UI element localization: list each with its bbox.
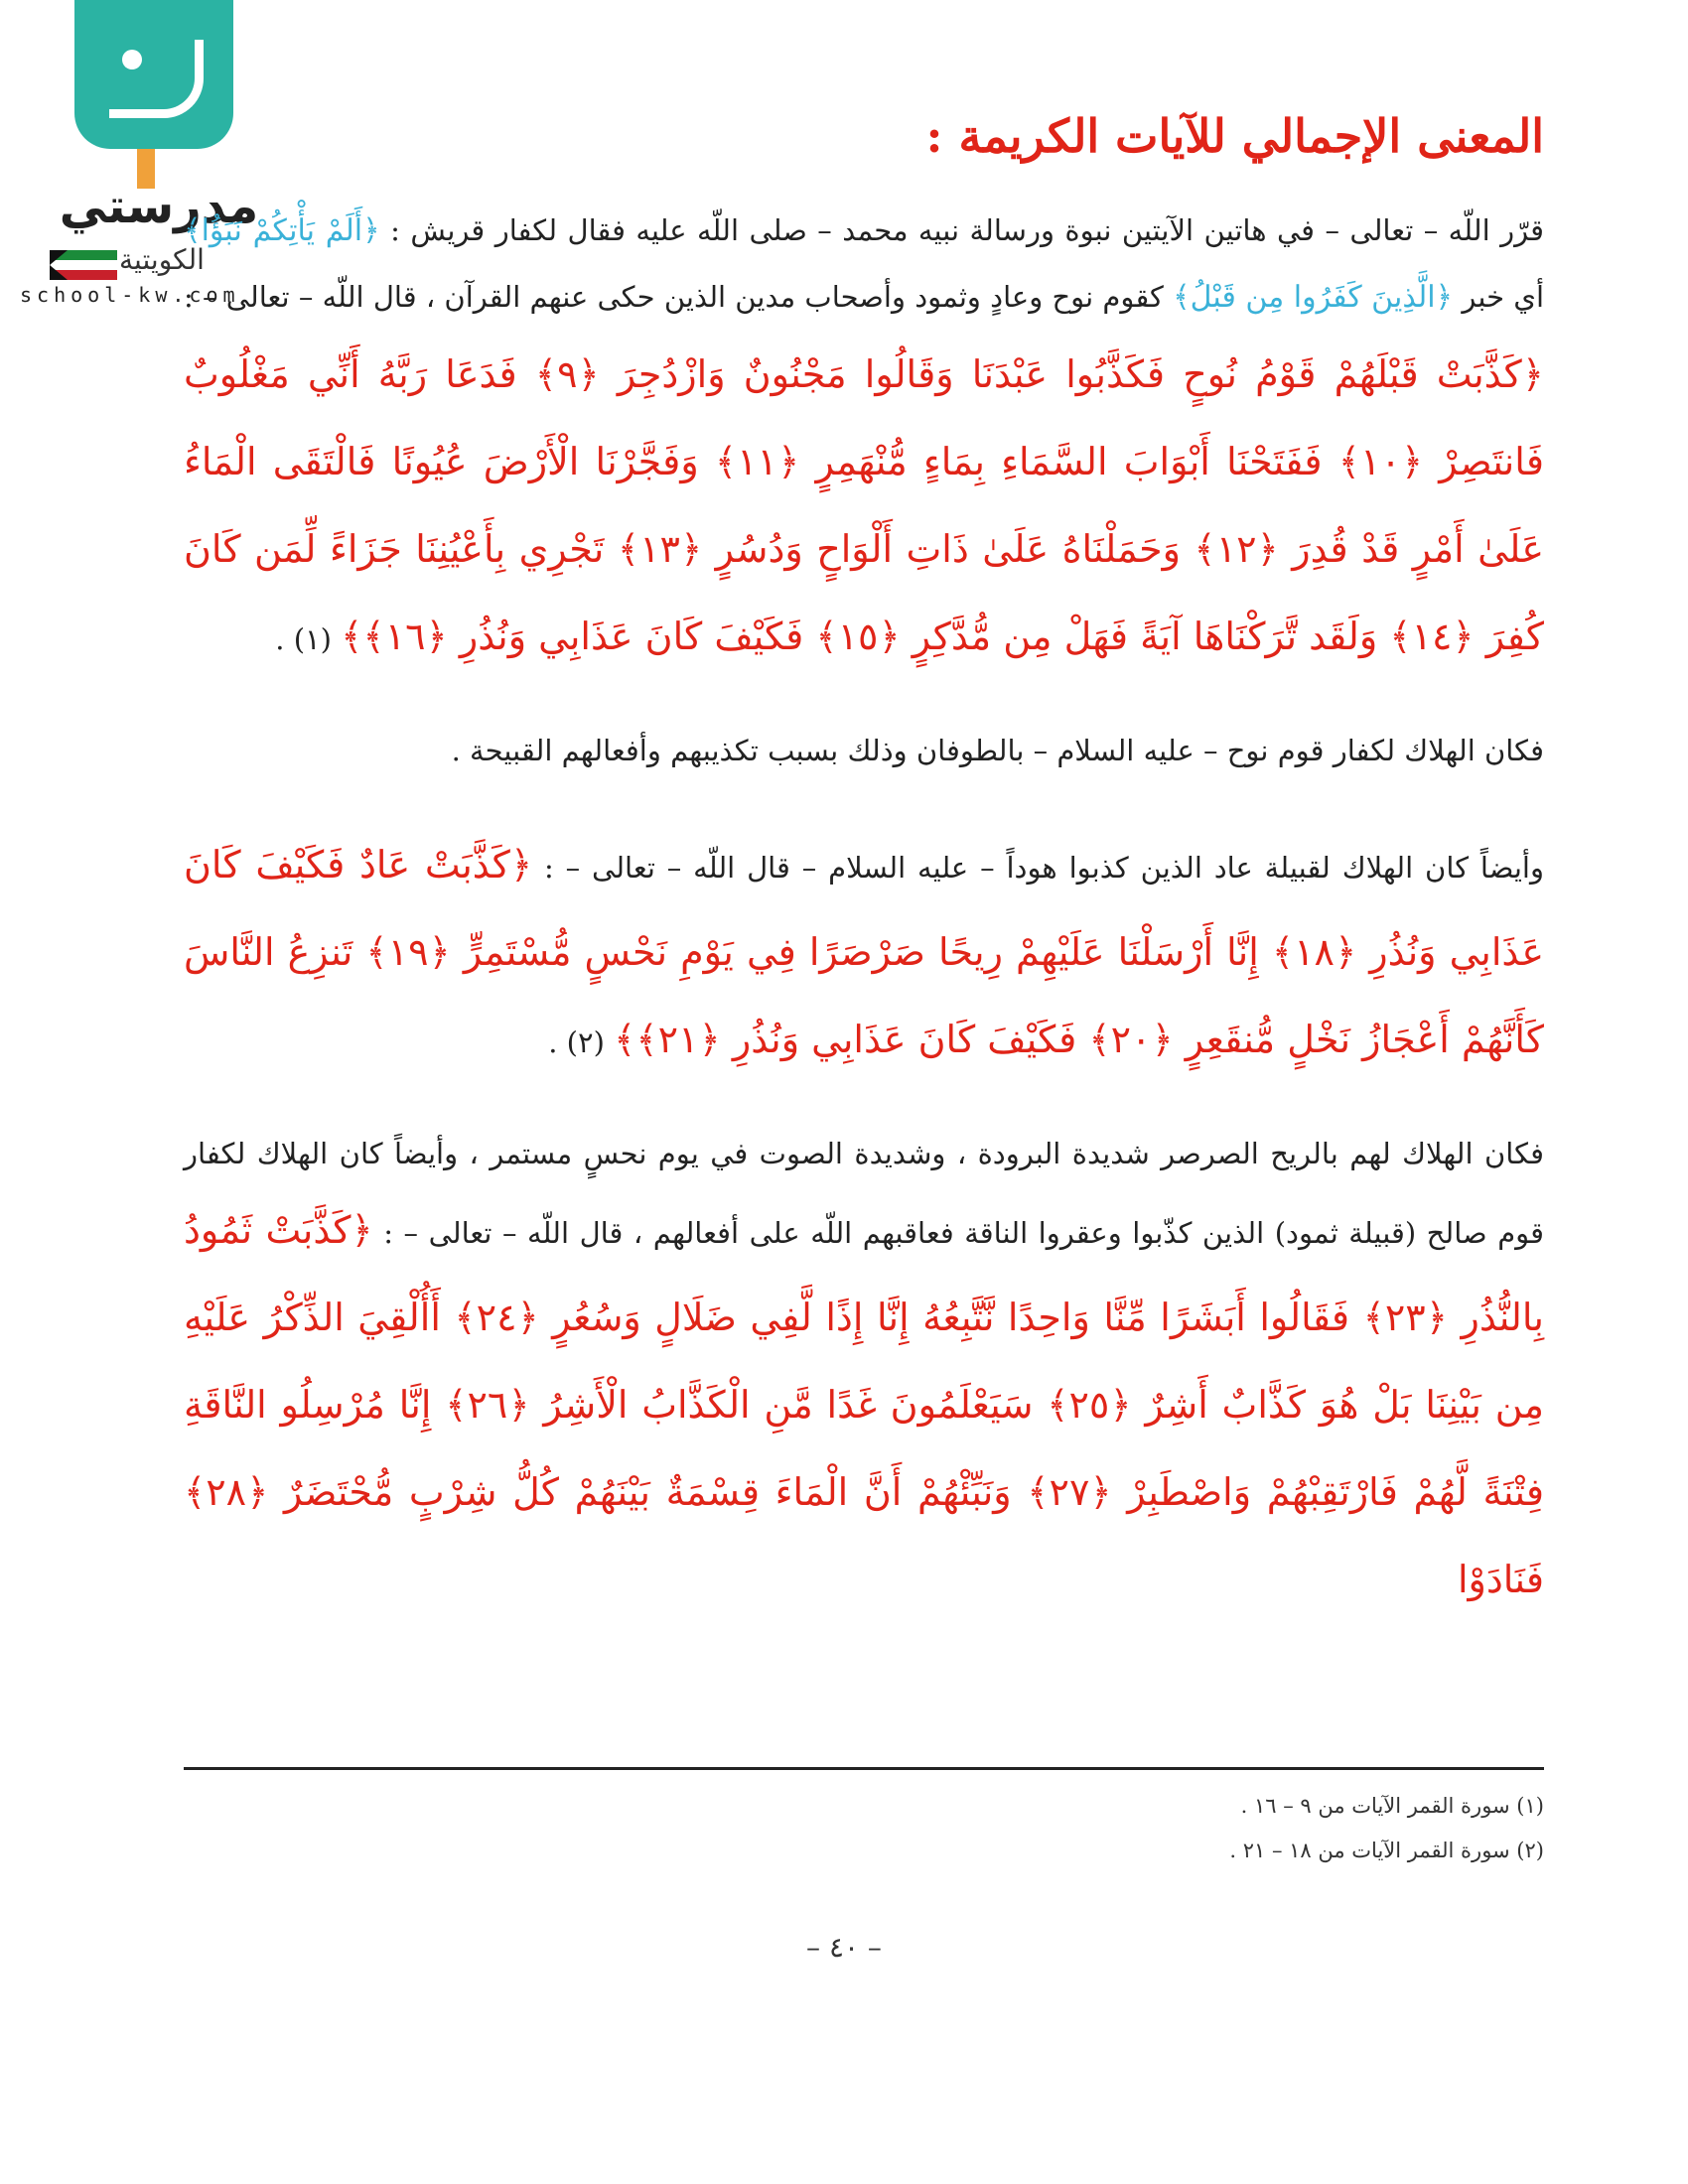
footnote-divider — [184, 1767, 1544, 1770]
logo-url: school-kw.com — [20, 283, 240, 307]
paragraph-1-tail: كقوم نوح وعادٍ وثمود وأصحاب مدين الذين حكى عنهم القرآن ، قال اللّه – تعالى – : — [184, 280, 1164, 314]
footnotes — [184, 1784, 1544, 1873]
paragraph-3-intro: وأيضاً كان الهلاك لقبيلة عاد الذين كذبوا هوداً – عليه السلام – قال اللّه – تعالى – : — [544, 851, 1544, 885]
page-number: – ٤٠ – — [806, 1931, 882, 1964]
footnote-1: (١) سورة القمر الآيات من ٩ – ١٦ . — [1240, 1794, 1544, 1818]
kuwait-flag-icon — [50, 250, 117, 280]
logo-smile-icon — [109, 40, 204, 118]
verse-block-3: ﴿كَذَّبَتْ ثَمُودُ بِالنُّذُرِ ﴿٢٣﴾ فَقَالُوا أَبَشَرًا مِّنَّا وَاحِدًا نَّتَّبِعُهُ إِنَّا إِذًا لَّفِي ضَلَالٍ وَسُعُرٍ ﴿٢٤﴾ أَأُلْقِيَ الذِّكْرُ عَلَيْهِ مِن بَيْنِنَا بَلْ هُوَ كَذَّابٌ أَشِرٌ ﴿٢٥﴾ سَيَعْلَمُونَ غَدًا مَّنِ الْكَذَّابُ الْأَشِرُ ﴿٢٦﴾ إِنَّا مُرْسِلُو النَّاقَةِ فِتْنَةً لَّهُمْ فَارْتَقِبْهُمْ وَاصْطَبِرْ ﴿٢٧﴾ وَنَبِّئْهُمْ أَنَّ الْمَاءَ قِسْمَةٌ بَيْنَهُمْ كُلُّ شِرْبٍ مُّحْتَضَرٌ ﴿٢٨﴾ فَنَادَوْا — [184, 1208, 1544, 1601]
paragraph-3 — [184, 821, 1544, 1083]
quote-1: ﴿أَلَمْ يَأْتِكُمْ نَبَؤُا﴾ — [184, 213, 380, 248]
page-content — [184, 109, 1544, 1623]
logo-subtitle: الكويتية — [119, 243, 205, 276]
quote-2: ﴿الَّذِينَ كَفَرُوا مِن قَبْلُ﴾ — [1173, 280, 1454, 315]
paragraph-2: فكان الهلاك لكفار قوم نوح – عليه السلام – بالطوفان وذلك بسبب تكذيبهم وأفعالهم القبيحة . — [451, 734, 1544, 767]
verse-block-2: ﴿كَذَّبَتْ عَادٌ فَكَيْفَ كَانَ عَذَابِي وَنُذُرِ ﴿١٨﴾ إِنَّا أَرْسَلْنَا عَلَيْهِمْ رِيحًا صَرْصَرًا فِي يَوْمِ نَحْسٍ مُّسْتَمِرٍّ ﴿١٩﴾ تَنزِعُ النَّاسَ كَأَنَّهُمْ أَعْجَازُ نَخْلٍ مُّنقَعِرٍ ﴿٢٠﴾ فَكَيْفَ كَانَ عَذَابِي وَنُذُرِ ﴿٢١﴾﴾ — [184, 843, 1544, 1061]
logo-name: مدرستي — [59, 179, 259, 234]
footnote-ref-1: (١) . — [275, 622, 332, 656]
verse-block-1: ﴿كَذَّبَتْ قَبْلَهُمْ قَوْمُ نُوحٍ فَكَذَّبُوا عَبْدَنَا وَقَالُوا مَجْنُونٌ وَازْدُجِرَ ﴿٩﴾ فَدَعَا رَبَّهُ أَنِّي مَغْلُوبٌ فَانتَصِرْ ﴿١٠﴾ فَفَتَحْنَا أَبْوَابَ السَّمَاءِ بِمَاءٍ مُّنْهَمِرٍ ﴿١١﴾ وَفَجَّرْنَا الْأَرْضَ عُيُونًا فَالْتَقَى الْمَاءُ عَلَىٰ أَمْرٍ قَدْ قُدِرَ ﴿١٢﴾ وَحَمَلْنَاهُ عَلَىٰ ذَاتِ أَلْوَاحٍ وَدُسُرٍ ﴿١٣﴾ تَجْرِي بِأَعْيُنِنَا جَزَاءً لِّمَن كَانَ كُفِرَ ﴿١٤﴾ وَلَقَد تَّرَكْنَاهَا آيَةً فَهَلْ مِن مُّدَّكِرٍ ﴿١٥﴾ فَكَيْفَ كَانَ عَذَابِي وَنُذُرِ ﴿١٦﴾﴾ — [184, 352, 1545, 658]
paragraph-4-intro: فكان الهلاك لهم بالريح الصرصر شديدة البرودة ، وشديدة الصوت في يوم نحسٍ مستمر ، وأيضاً كان الهلاك لكفار قوم صالح (قبيلة ثمود) الذين كذّبوا وعقروا الناقة فعاقبهم اللّه على أفعالهم ، قال اللّه – تعالى – : — [184, 1137, 1545, 1250]
paragraph-4 — [184, 1121, 1544, 1623]
footnote-ref-2: (٢) . — [548, 1025, 605, 1059]
footnote-2: (٢) سورة القمر الآيات من ١٨ – ٢١ . — [1229, 1839, 1544, 1862]
paragraph-1-mid: أي خبر — [1462, 280, 1545, 314]
page-title: المعنى الإجمالي للآيات الكريمة : — [925, 109, 1544, 163]
paragraph-1 — [184, 198, 1544, 680]
paragraph-1-intro: قرّر اللّه – تعالى – في هاتين الآيتين نبوة ورسالة نبيه محمد – صلى اللّه عليه فقال لكفار قريش : — [390, 213, 1545, 247]
